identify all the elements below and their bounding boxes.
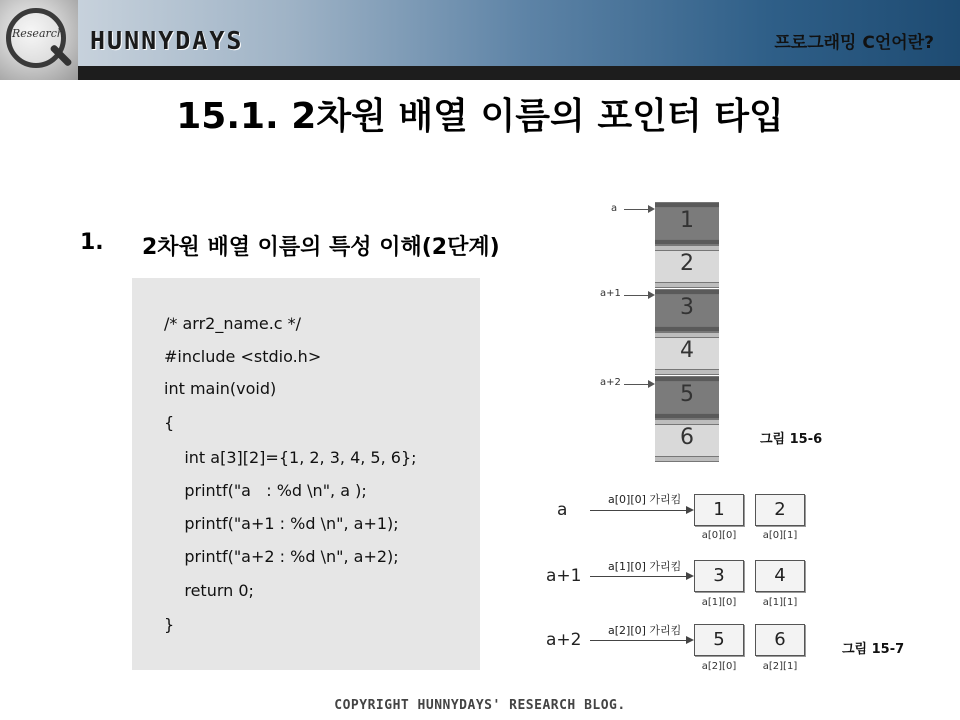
brand-title: HUNNYDAYS — [90, 26, 244, 55]
pointer-arrow — [624, 384, 649, 385]
code-block — [132, 278, 480, 670]
header-banner — [0, 0, 960, 80]
element-name: a[0][0] — [701, 530, 737, 541]
copyright-footer: COPYRIGHT HUNNYDAYS' RESEARCH BLOG. — [334, 698, 626, 713]
row-arrow-caption: a[0][0] 가리킴 — [608, 493, 682, 506]
figure-caption-15-6: 그림 15-6 — [760, 432, 823, 447]
arrow-head-icon — [648, 291, 655, 299]
code-line: printf("a : %d \n", a ); — [164, 481, 367, 500]
section-number: 1. — [80, 230, 104, 255]
row-arrow — [590, 510, 686, 511]
array-element: 4 — [755, 560, 805, 592]
memory-value: 6 — [680, 425, 694, 450]
row-arrow — [590, 576, 686, 577]
element-name: a[1][1] — [762, 597, 798, 608]
header-subtitle: 프로그래밍 C언어란? — [774, 33, 934, 53]
array-element: 2 — [755, 494, 805, 526]
arrow-head-icon — [648, 380, 655, 388]
memory-value: 3 — [680, 295, 694, 320]
array-element: 3 — [694, 560, 744, 592]
memory-cell — [655, 332, 719, 375]
code-line: /* arr2_name.c */ — [164, 314, 302, 333]
memory-value: 2 — [680, 251, 694, 276]
figure-caption-15-7: 그림 15-7 — [842, 642, 905, 657]
arrow-head-icon — [686, 506, 694, 514]
memory-value: 1 — [680, 208, 694, 233]
memory-value: 5 — [680, 382, 694, 407]
arrow-head-icon — [686, 572, 694, 580]
row-arrow — [590, 640, 686, 641]
code-line: { — [164, 413, 175, 432]
memory-cell — [655, 376, 719, 419]
row-arrow-caption: a[2][0] 가리킴 — [608, 624, 682, 637]
arrow-head-icon — [686, 636, 694, 644]
memory-cell — [655, 202, 719, 245]
code-line: printf("a+2 : %d \n", a+2); — [164, 547, 399, 566]
pointer-label-a1: a+1 — [600, 288, 621, 299]
memory-value: 4 — [680, 338, 694, 363]
code-line: int main(void) — [164, 379, 277, 398]
element-name: a[0][1] — [762, 530, 798, 541]
arrow-head-icon — [648, 205, 655, 213]
memory-cell — [655, 419, 719, 462]
slide-title: 15.1. 2차원 배열 이름의 포인터 타입 — [176, 96, 784, 137]
code-line: printf("a+1 : %d \n", a+1); — [164, 514, 399, 533]
element-name: a[2][1] — [762, 661, 798, 672]
row-label-a: a — [557, 500, 568, 520]
code-line: int a[3][2]={1, 2, 3, 4, 5, 6}; — [164, 448, 417, 467]
section-title: 2차원 배열 이름의 특성 이해(2단계) — [142, 235, 500, 260]
element-name: a[2][0] — [701, 661, 737, 672]
element-name: a[1][0] — [701, 597, 737, 608]
row-arrow-caption: a[1][0] 가리킴 — [608, 560, 682, 573]
banner-strip — [78, 66, 960, 80]
memory-cell — [655, 289, 719, 332]
array-element: 5 — [694, 624, 744, 656]
magnifier-logo — [0, 0, 78, 80]
code-line: } — [164, 615, 175, 634]
pointer-label-a: a — [611, 203, 618, 214]
pointer-arrow — [624, 295, 649, 296]
array-element: 6 — [755, 624, 805, 656]
row-label-a2: a+2 — [546, 630, 582, 650]
logo-text: Research — [12, 27, 65, 40]
pointer-arrow — [624, 209, 649, 210]
code-line: #include <stdio.h> — [164, 347, 322, 366]
row-label-a1: a+1 — [546, 566, 582, 586]
code-line: return 0; — [164, 581, 254, 600]
pointer-label-a2: a+2 — [600, 377, 621, 388]
memory-cell — [655, 245, 719, 288]
memory-diagram — [655, 202, 719, 462]
array-element: 1 — [694, 494, 744, 526]
